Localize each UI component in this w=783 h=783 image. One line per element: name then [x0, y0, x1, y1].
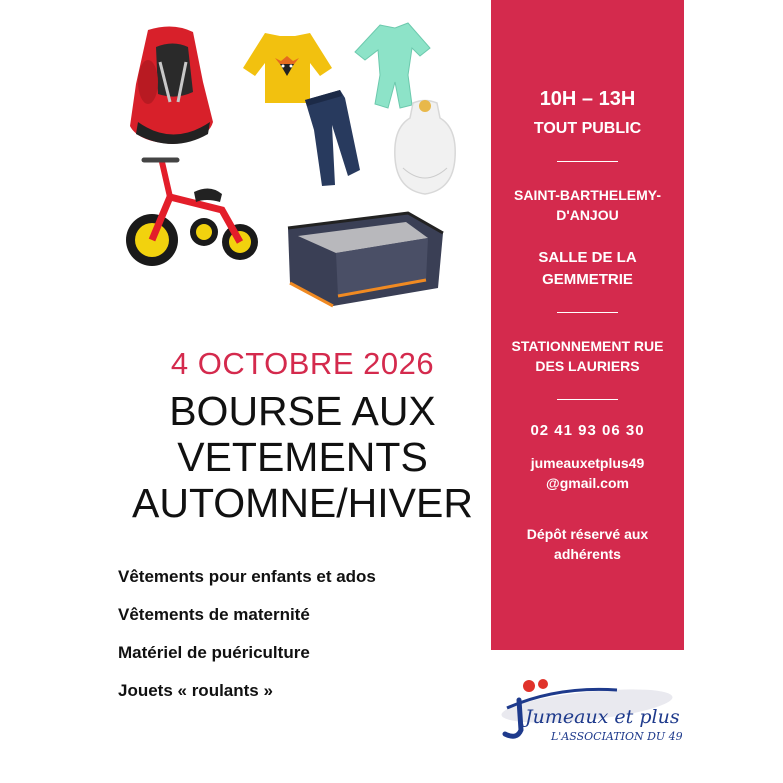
info-panel [491, 0, 684, 650]
logo-name: Jumeaux et plus [525, 706, 680, 728]
venue-line: GEMMETRIE [542, 271, 633, 288]
phone-number: 02 41 93 06 30 [530, 422, 645, 439]
audience: TOUT PUBLIC [533, 120, 642, 137]
event-title-line: AUTOMNE/HIVER [132, 480, 473, 526]
jeans-image [300, 90, 370, 190]
travel-cot-image [278, 208, 448, 308]
items-list [118, 563, 478, 715]
event-date: 4 OCTOBRE 2026 [170, 346, 435, 381]
sleeping-bag-image [385, 98, 465, 198]
event-title-line: BOURSE AUX [169, 388, 436, 434]
list-item: Jouets « roulants » [118, 681, 273, 700]
email-line: @gmail.com [546, 475, 629, 491]
list-item: Vêtements de maternité [118, 605, 310, 624]
car-seat-image [118, 22, 218, 147]
parking-line: STATIONNEMENT RUE [511, 338, 664, 354]
list-item: Vêtements pour enfants et ados [118, 567, 376, 586]
hours: 10H – 13H [539, 88, 636, 110]
divider [557, 161, 618, 162]
email-line: jumeauxetplus49 [530, 455, 645, 471]
association-logo [497, 668, 697, 748]
event-title-line: VETEMENTS [177, 434, 428, 480]
deposit-note: adhérents [554, 546, 621, 562]
parking-line: DES LAURIERS [535, 358, 640, 374]
tricycle-image [122, 152, 267, 272]
event-title [100, 388, 505, 526]
logo-subtitle: L'ASSOCIATION DU 49 [551, 730, 683, 743]
divider [557, 312, 618, 313]
venue-line: SALLE DE LA [538, 249, 637, 266]
deposit-note: Dépôt réservé aux [526, 526, 649, 542]
list-item: Matériel de puériculture [118, 643, 310, 662]
divider [557, 399, 618, 400]
city-line: D'ANJOU [556, 207, 619, 223]
city-line: SAINT-BARTHELEMY- [514, 187, 661, 203]
